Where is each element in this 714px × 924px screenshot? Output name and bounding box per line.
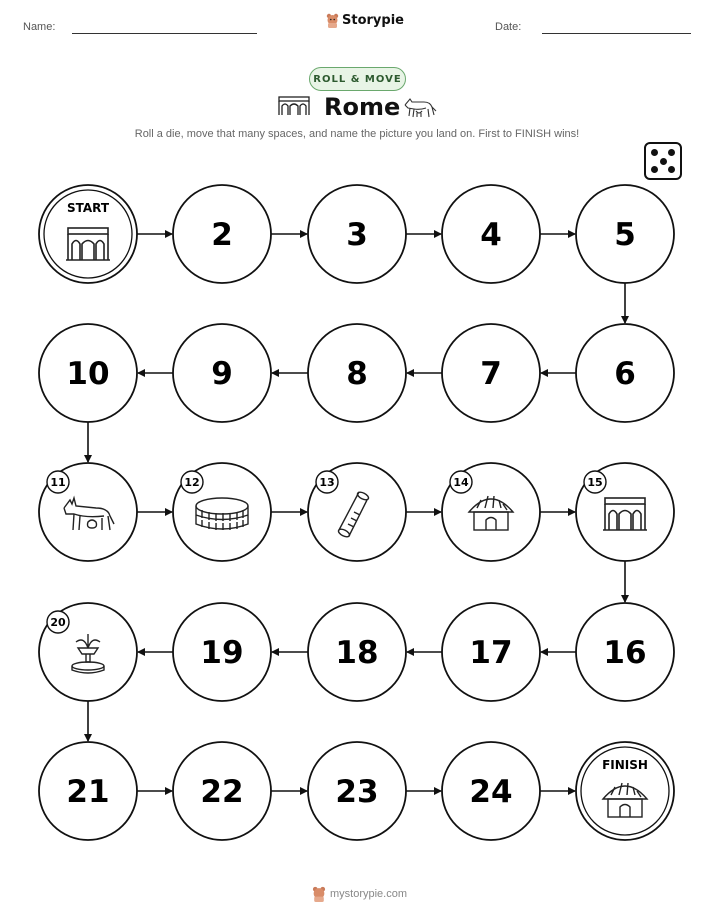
board-space: [39, 603, 137, 701]
space-number: 18: [335, 635, 379, 671]
board-space: [576, 603, 674, 701]
board-space: [308, 742, 406, 840]
space-number: 9: [211, 356, 233, 392]
board-space: [442, 185, 540, 283]
space-number: 3: [346, 217, 368, 253]
board-space: [308, 463, 406, 561]
instructions: Roll a die, move that many spaces, and name the picture you land on. First to FINISH wins!: [134, 128, 580, 140]
board-space: [173, 742, 271, 840]
space-number: 2: [211, 217, 233, 253]
space-number: 13: [319, 476, 335, 489]
finish-space: [576, 742, 674, 840]
board-space: [308, 324, 406, 422]
space-number: 8: [346, 356, 368, 392]
board-space: [39, 742, 137, 840]
space-number: 17: [469, 635, 513, 671]
board-space: [442, 463, 540, 561]
board-space: [39, 324, 137, 422]
board-space: [39, 463, 137, 561]
footer-url: mystorypie.com: [330, 888, 408, 900]
space-number: 7: [480, 356, 502, 392]
space-number: 23: [335, 774, 379, 810]
space-number: 4: [480, 217, 502, 253]
activity-badge: ROLL & MOVE: [309, 67, 406, 91]
start-label: START: [66, 201, 110, 215]
space-number: 20: [50, 616, 66, 629]
space-number: 19: [200, 635, 244, 671]
name-label: Name:: [23, 21, 56, 33]
space-number: 11: [50, 476, 66, 489]
board-space: [173, 603, 271, 701]
board-space: [442, 603, 540, 701]
space-number: 24: [469, 774, 513, 810]
space-number: 22: [200, 774, 244, 810]
board-space: [442, 324, 540, 422]
space-number: 6: [614, 356, 636, 392]
space-number: 12: [184, 476, 200, 489]
space-number: 16: [603, 635, 647, 671]
date-label: Date:: [495, 21, 522, 33]
space-number: 10: [66, 356, 110, 392]
brand-name: Storypie: [342, 13, 404, 28]
board-space: [308, 603, 406, 701]
footer: [312, 886, 407, 902]
board-space: [442, 742, 540, 840]
space-number: 5: [614, 217, 636, 253]
board-space: [173, 185, 271, 283]
storypie-bear-icon: [312, 886, 326, 902]
board-space: [308, 185, 406, 283]
finish-label: FINISH: [602, 758, 648, 772]
board-space: [576, 324, 674, 422]
space-number: 15: [587, 476, 603, 489]
board-space: [173, 463, 271, 561]
board-space: [576, 185, 674, 283]
space-number: 21: [66, 774, 110, 810]
board-space: [173, 324, 271, 422]
start-space: [39, 185, 137, 283]
board-space: [576, 463, 674, 561]
space-number: 14: [453, 476, 469, 489]
page-title: Rome: [324, 93, 401, 121]
